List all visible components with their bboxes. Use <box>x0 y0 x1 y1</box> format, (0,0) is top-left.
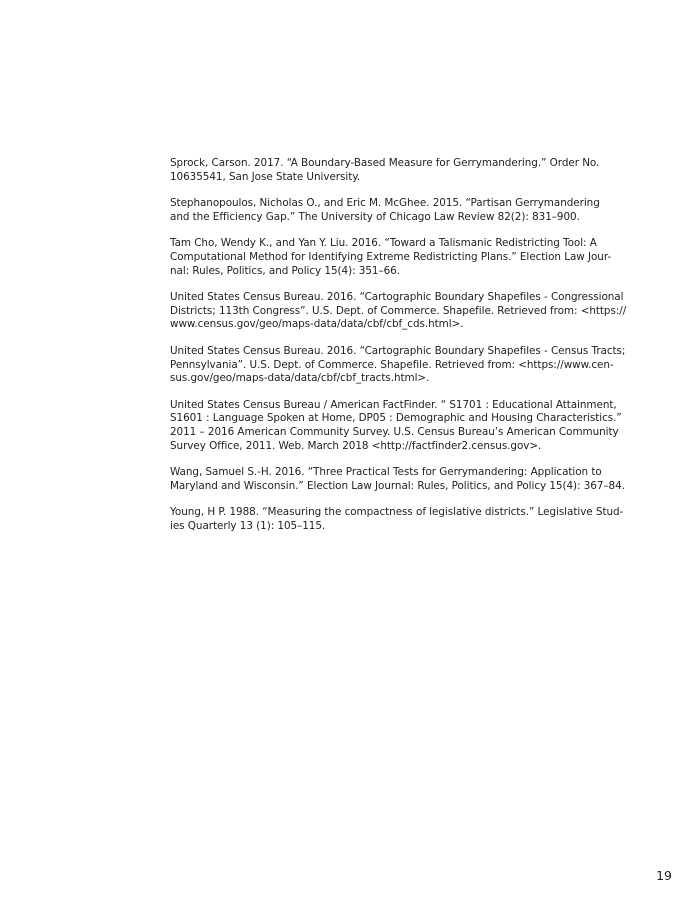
reference-line: Survey Office, 2011. Web. March 2018 <http://factfinder2.census.gov>. <box>170 439 542 452</box>
reference-line: Stephanopoulos, Nicholas O., and Eric M. McGhee. 2015. “Partisan Gerrymandering <box>170 197 600 210</box>
reference-line: 10635541, San Jose State University. <box>170 170 361 183</box>
reference-entry <box>170 291 660 332</box>
reference-list <box>170 157 660 546</box>
reference-line: www.census.gov/geo/maps-data/data/cbf/cbf_cds.html>. <box>170 318 464 331</box>
reference-line: and the Efficiency Gap.” The University of Chicago Law Review 82(2): 831–900. <box>170 210 580 223</box>
reference-entry <box>170 237 660 278</box>
reference-line: Maryland and Wisconsin.” Election Law Journal: Rules, Politics, and Policy 15(4): 367–84. <box>170 479 625 492</box>
reference-line: Sprock, Carson. 2017. “A Boundary-Based Measure for Gerrymandering.” Order No. <box>170 157 600 169</box>
page-number: 19 <box>656 868 672 883</box>
reference-line: ies Quarterly 13 (1): 105–115. <box>170 519 326 532</box>
reference-line: Computational Method for Identifying Extreme Redistricting Plans.” Election Law Jour- <box>170 250 612 263</box>
reference-entry <box>170 345 660 386</box>
reference-entry <box>170 506 660 533</box>
reference-line: Wang, Samuel S.-H. 2016. “Three Practical Tests for Gerrymandering: Application to <box>170 466 602 479</box>
reference-line: sus.gov/geo/maps-data/data/cbf/cbf_tracts.html>. <box>170 372 430 385</box>
reference-line: nal: Rules, Politics, and Policy 15(4): 351–66. <box>170 264 400 277</box>
reference-entry <box>170 157 660 184</box>
reference-line: Pennsylvania”. U.S. Dept. of Commerce. Shapefile. Retrieved from: <https://www.cen- <box>170 358 614 371</box>
reference-line: United States Census Bureau. 2016. “Cartographic Boundary Shapefiles - Congressional <box>170 291 624 304</box>
reference-line: Young, H P. 1988. “Measuring the compactness of legislative districts.” Legislative Stud- <box>170 506 624 519</box>
reference-line: Tam Cho, Wendy K., and Yan Y. Liu. 2016. “Toward a Talismanic Redistricting Tool: A <box>170 237 597 250</box>
reference-line: United States Census Bureau. 2016. “Cartographic Boundary Shapefiles - Census Tracts; <box>170 344 626 357</box>
reference-entry <box>170 466 660 493</box>
reference-line: S1601 : Language Spoken at Home, DP05 : Demographic and Housing Characteristics.” <box>170 412 622 425</box>
reference-line: United States Census Bureau / American FactFinder. “ S1701 : Educational Attainment, <box>170 398 617 411</box>
reference-line: 2011 – 2016 American Community Survey. U.S. Census Bureau’s American Community <box>170 425 619 438</box>
reference-line: Districts; 113th Congress”. U.S. Dept. of Commerce. Shapefile. Retrieved from: <https:// <box>170 304 627 317</box>
reference-entry <box>170 399 660 453</box>
reference-entry <box>170 197 660 224</box>
